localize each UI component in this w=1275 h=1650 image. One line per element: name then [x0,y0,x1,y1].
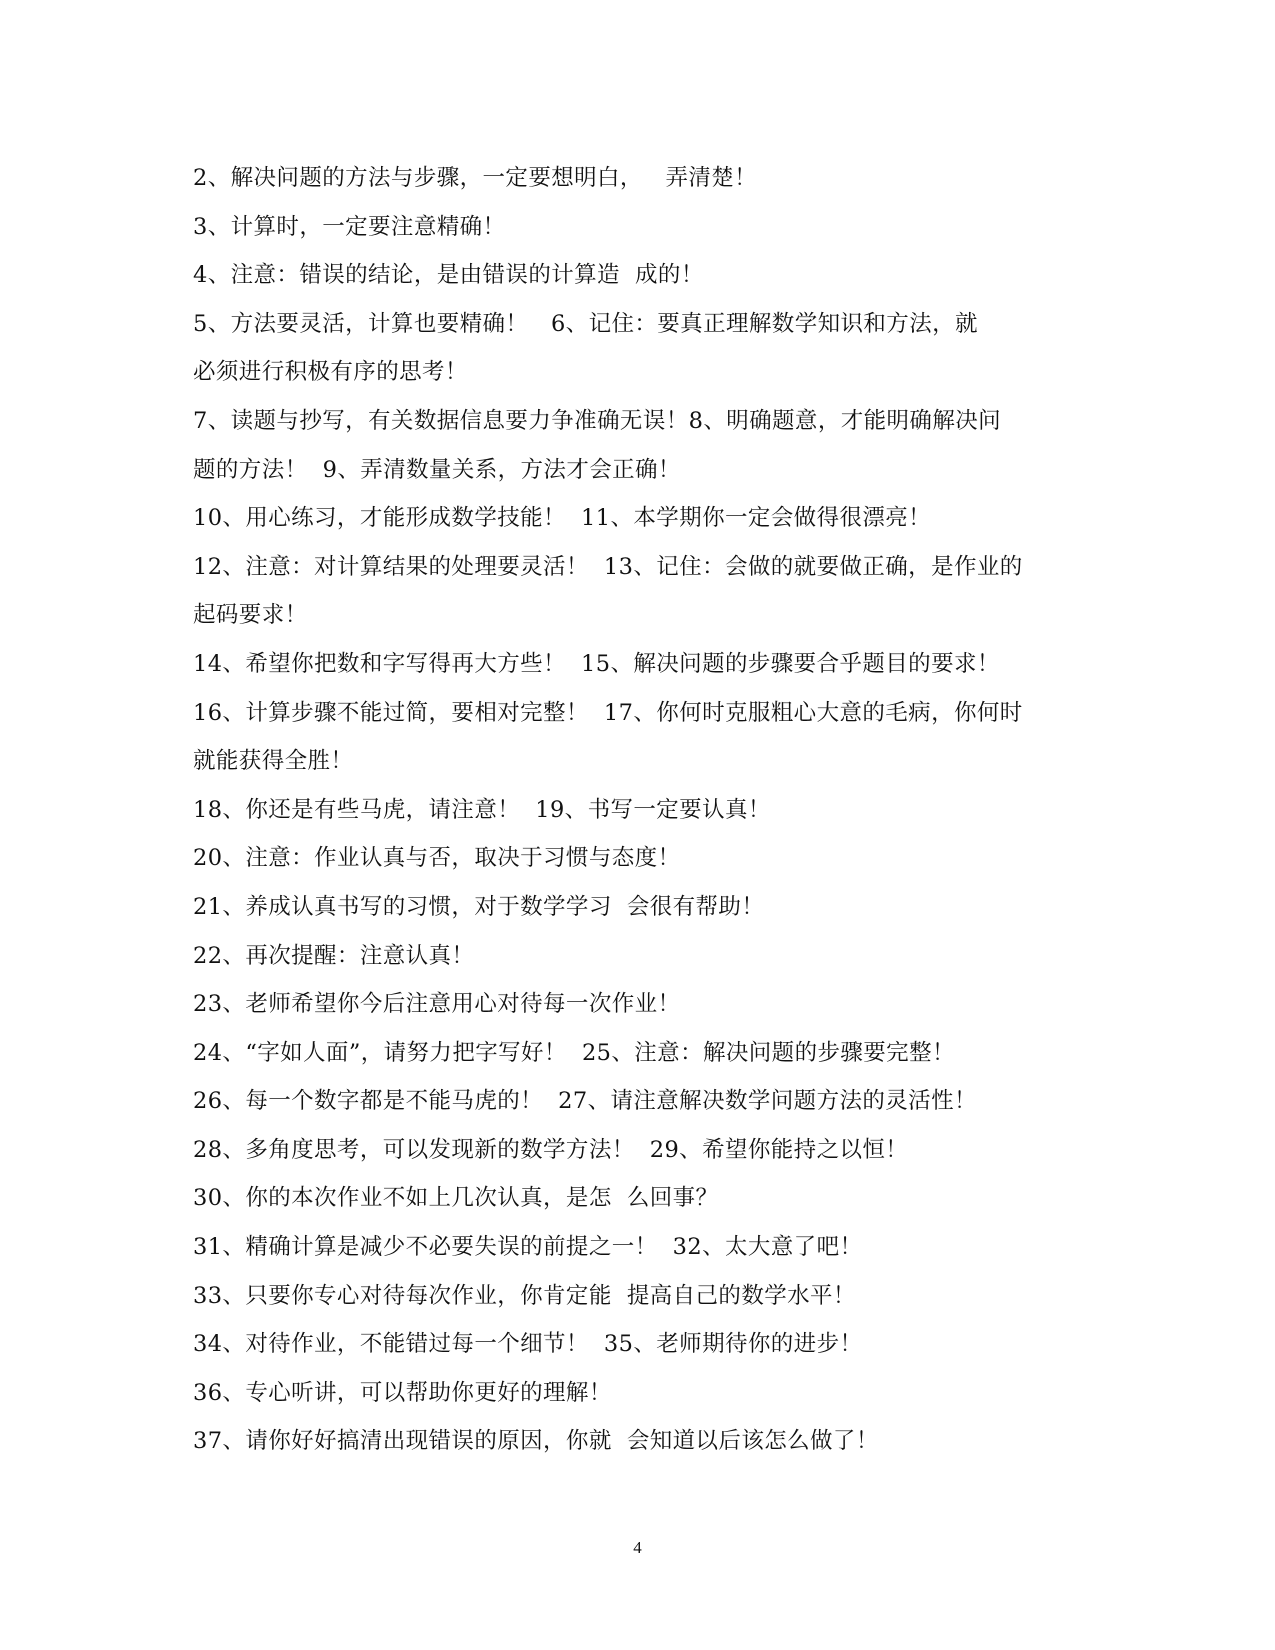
text-line: 4、注意：错误的结论，是由错误的计算造 成的！ [193,262,704,289]
text-line: 20、注意：作业认真与否，取决于习惯与态度！ [193,845,681,872]
text-line: 30、你的本次作业不如上几次认真，是怎 么回事？ [193,1185,719,1212]
text-line: 3、计算时，一定要注意精确！ [193,213,506,240]
text-line: 23、老师希望你今后注意用心对待每一次作业！ [193,991,681,1018]
text-line: 37、请你好好搞清出现错误的原因，你就 会知道以后该怎么做了！ [193,1428,879,1455]
text-line: 14、希望你把数和字写得再大方些！ 15、解决问题的步骤要合乎题目的要求！ [193,650,1000,677]
text-line: 18、你还是有些马虎，请注意！ 19、书写一定要认真！ [193,796,771,823]
text-line: 必须进行积极有序的思考！ [193,359,468,386]
text-line: 26、每一个数字都是不能马虎的！ 27、请注意解决数学问题方法的灵活性！ [193,1088,977,1115]
text-line: 34、对待作业，不能错过每一个细节！ 35、老师期待你的进步！ [193,1331,863,1358]
text-line: 36、专心听讲，可以帮助你更好的理解！ [193,1379,612,1406]
document-body [193,154,1093,1466]
text-line: 2、解决问题的方法与步骤，一定要想明白， 弄清楚！ [193,165,758,191]
page-number: 4 [633,1538,642,1557]
text-line: 21、养成认真书写的习惯，对于数学学习 会很有帮助！ [193,893,765,920]
text-line: 33、只要你专心对待每次作业，你肯定能 提高自己的数学水平！ [193,1282,856,1309]
text-line: 5、方法要灵活，计算也要精确！ 6、记住：要真正理解数学知识和方法，就 [193,310,978,337]
text-line: 起码要求！ [193,602,308,629]
text-line: 10、用心练习，才能形成数学技能！ 11、本学期你一定会做得很漂亮！ [193,505,932,532]
text-line: 就能获得全胜！ [193,748,354,775]
text-line: 22、再次提醒：注意认真！ [193,942,475,969]
text-line: 7、读题与抄写，有关数据信息要力争准确无误！8、明确题意，才能明确解决问 [193,407,1002,434]
text-line: 31、精确计算是减少不必要失误的前提之一！ 32、太大意了吧！ [193,1234,863,1261]
text-line: 28、多角度思考，可以发现新的数学方法！ 29、希望你能持之以恒！ [193,1136,909,1163]
text-line: 题的方法！ 9、弄清数量关系，方法才会正确！ [193,456,681,483]
text-line: 24、“字如人面”，请努力把字写好！ 25、注意：解决问题的步骤要完整！ [193,1039,955,1066]
text-line: 12、注意：对计算结果的处理要灵活！ 13、记住：会做的就要做正确，是作业的 [193,553,1023,580]
text-line: 16、计算步骤不能过简，要相对完整！ 17、你何时克服粗心大意的毛病，你何时 [193,699,1023,726]
